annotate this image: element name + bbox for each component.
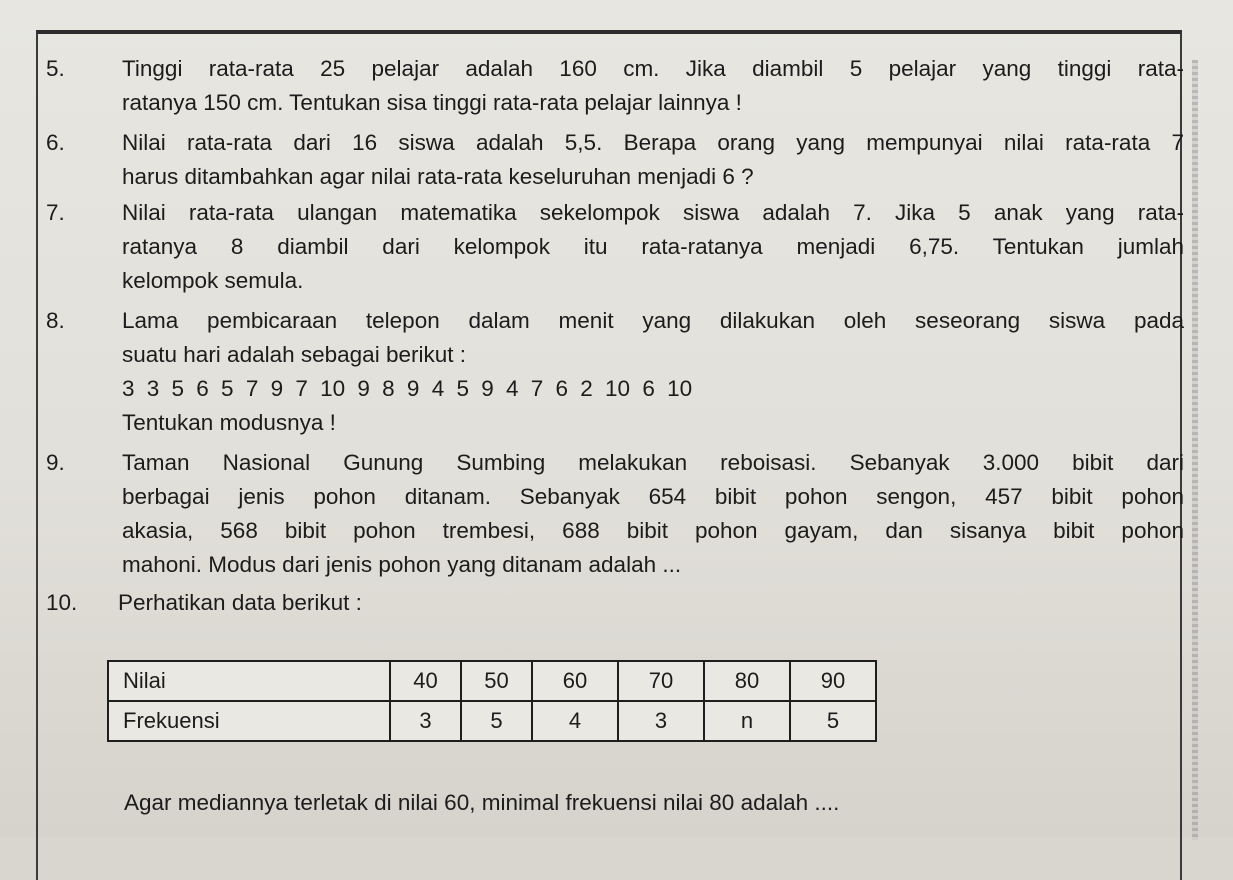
table-cell: 3	[390, 701, 461, 741]
problem-number: 8.	[46, 308, 65, 333]
table-cell: 90	[790, 661, 876, 701]
problem-number: 10.	[46, 590, 78, 615]
problem-number: 9.	[46, 450, 65, 475]
table-row	[108, 661, 876, 701]
problem-number: 5.	[46, 56, 65, 81]
table-cell: 60	[532, 661, 618, 701]
table-cell: 5	[790, 701, 876, 741]
problem-number: 6.	[46, 130, 65, 155]
problem-line: kelompok semula.	[122, 268, 304, 293]
problem-question: Tentukan modusnya !	[122, 410, 336, 435]
problem-line: Nilai rata-rata dari 16 siswa adalah 5,5. Berapa orang yang mempunyai nilai rata-rata 7	[122, 130, 1184, 155]
table-cell: 70	[618, 661, 704, 701]
problem-9	[46, 446, 1184, 582]
problem-line: ratanya 150 cm. Tentukan sisa tinggi rata-rata pelajar lainnya !	[122, 90, 742, 115]
problem-text	[122, 126, 1184, 194]
problem-6	[46, 126, 1184, 194]
problem-number: 7.	[46, 200, 65, 225]
problem-7	[46, 196, 1184, 298]
table-cell: 80	[704, 661, 790, 701]
problem-line: mahoni. Modus dari jenis pohon yang ditanam adalah ...	[122, 552, 682, 577]
problem-line: Lama pembicaraan telepon dalam menit yang dilakukan oleh seseorang siswa pada	[122, 308, 1184, 333]
table-cell: 5	[461, 701, 532, 741]
problem-text	[122, 446, 1184, 582]
problem-text	[122, 52, 1184, 120]
problem-line: akasia, 568 bibit pohon trembesi, 688 bibit pohon gayam, dan sisanya bibit pohon	[122, 518, 1184, 543]
data-sequence: 3 3 5 6 5 7 9 7 10 9 8 9 4 5 9 4 7 6 2 10 6 10	[122, 376, 693, 401]
problem-10	[46, 586, 1184, 620]
problem-line: Tinggi rata-rata 25 pelajar adalah 160 cm. Jika diambil 5 pelajar yang tinggi rata-	[122, 56, 1184, 81]
problem-line: Perhatikan data berikut :	[118, 590, 362, 615]
problem-line: harus ditambahkan agar nilai rata-rata keseluruhan menjadi 6 ?	[122, 164, 754, 189]
problem-line: Taman Nasional Gunung Sumbing melakukan reboisasi. Sebanyak 3.000 bibit dari	[122, 450, 1184, 475]
problem-text	[122, 304, 1184, 440]
problem-8	[46, 304, 1184, 440]
closing-question: Agar mediannya terletak di nilai 60, minimal frekuensi nilai 80 adalah ....	[124, 790, 840, 815]
table-cell: n	[704, 701, 790, 741]
problem-line: suatu hari adalah sebagai berikut :	[122, 342, 466, 367]
frequency-table	[107, 660, 877, 742]
problem-5	[46, 52, 1184, 120]
table-cell: 40	[390, 661, 461, 701]
problem-line: ratanya 8 diambil dari kelompok itu rata-ratanya menjadi 6,75. Tentukan jumlah	[122, 234, 1184, 259]
problem-line: Nilai rata-rata ulangan matematika sekelompok siswa adalah 7. Jika 5 anak yang rata-	[122, 200, 1184, 225]
page-edge	[1192, 60, 1198, 840]
table-row	[108, 701, 876, 741]
table-cell: 3	[618, 701, 704, 741]
problem-line: berbagai jenis pohon ditanam. Sebanyak 654 bibit pohon sengon, 457 bibit pohon	[122, 484, 1184, 509]
table-cell: 50	[461, 661, 532, 701]
problem-text	[122, 196, 1184, 298]
table-cell: 4	[532, 701, 618, 741]
table-row-header: Nilai	[108, 661, 390, 701]
table-row-header: Frekuensi	[108, 701, 390, 741]
problem-text	[118, 586, 1184, 620]
